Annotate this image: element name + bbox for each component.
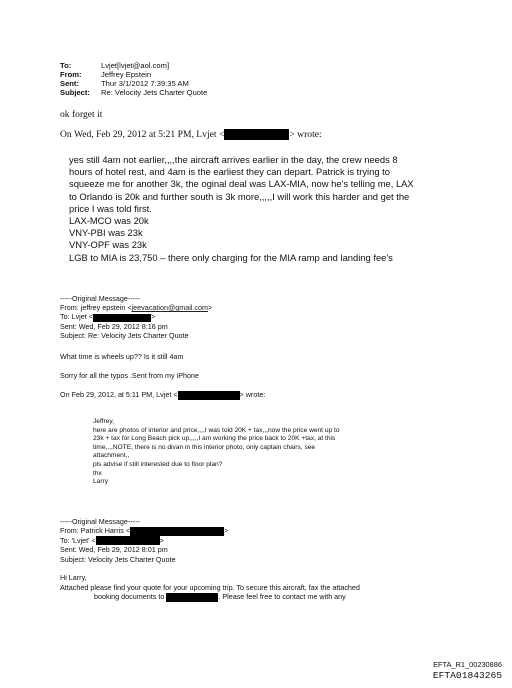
from-value: Jeffrey Epstein: [101, 70, 152, 79]
separator: -----Original Message-----: [60, 294, 140, 303]
reply-text: ok forget it: [60, 109, 103, 120]
quoted-line: hours of hotel rest, and 4am is the earliest they can depart. Patrick is trying to: [69, 166, 390, 178]
larry-line: Jeffrey,: [93, 418, 115, 425]
separator: -----Original Message-----: [60, 517, 140, 526]
orig1-sent: Sent: Wed, Feb 29, 2012 8:16 pm: [60, 321, 168, 331]
quote-intro-1: [60, 129, 322, 141]
larry-message: [93, 418, 340, 487]
orig1-subject: Subject: Re: Velocity Jets Charter Quote: [60, 330, 189, 340]
larry-line: 23k + tax for Long Beach pick up,,,,,I am working the price back to 20K +tax, at this: [93, 435, 336, 443]
larry-line: time,,,,NOTE, there is no divan in this interior photo, only captain chairs, see: [93, 443, 316, 451]
original-message-2-header: [60, 517, 228, 564]
quoted-line: price I was told first.: [69, 202, 152, 214]
quoted-line: VNY-OPF was 23k: [69, 239, 147, 251]
footer-id-2: EFTA01843265: [432, 670, 502, 681]
redaction-box: [224, 129, 289, 140]
email-link[interactable]: jeevacation@gmail.com: [131, 303, 208, 313]
larry-line: here are photos of interior and price,,,,I was told 20K + tax,,,now the price went up to: [93, 426, 340, 434]
patrick-line-1: Attached please find your quote for your upcoming trip. To secure this aircraft, fax the attached: [60, 583, 360, 592]
redaction-box: [166, 593, 218, 602]
from-label: From:: [60, 70, 82, 79]
redaction-box: [96, 536, 160, 545]
quoted-message-1: [69, 154, 414, 264]
orig2-subject: Subject: Velocity Jets Charter Quote: [60, 554, 176, 564]
redaction-box: [130, 527, 224, 536]
quoted-line: squeeze me for another 3k, the oginal deal was LAX-MIA, now he's telling me, LAX: [69, 178, 414, 190]
footer-id-1: EFTA_R1_00230886: [433, 660, 502, 669]
larry-line: attachment,,: [93, 452, 130, 460]
orig2-sent: Sent: Wed, Feb 29, 2012 8:01 pm: [60, 545, 168, 555]
orig2-to: To: 'Lvjet' < >: [60, 535, 164, 545]
quoted-line: yes still 4am not earlier,,,,the aircraft arrives earlier in the day, the crew needs 8: [69, 154, 398, 165]
quote-intro-1-after: > wrote:: [289, 129, 322, 140]
larry-line: thx: [93, 469, 102, 477]
quoted-line: LGB to MIA is 23,750 – there only charging for the MIA ramp and landing fee's: [69, 251, 393, 263]
to-value: Lvjet[lvjet@aol.com]: [101, 61, 170, 70]
quote-intro-2: On Feb 29, 2012, at 5:11 PM, Lvjet < > wrote:: [60, 390, 266, 399]
original-message-1-header: [60, 294, 212, 340]
redaction-box: [178, 391, 240, 400]
message-wheels-up: What time is wheels up?? Is it still 4am: [60, 352, 184, 361]
orig2-from: From: Patrick Harris < >: [60, 526, 229, 536]
patrick-greeting: Hi Larry,: [60, 573, 87, 582]
sent-label: Sent:: [60, 79, 79, 88]
patrick-line-2: booking documents to . Please feel free to contact me with any: [94, 592, 346, 601]
redaction-box: [93, 314, 151, 322]
orig1-from: From: jeffrey epstein <jeevacation@gmail.com>: [60, 303, 213, 313]
message-typos: Sorry for all the typos .Sent from my iPhone: [60, 371, 200, 380]
larry-line: pls advise if still interested due to floor plan?: [93, 460, 223, 468]
subject-value: Re: Velocity Jets Charter Quote: [101, 88, 208, 97]
quoted-line: to Orlando is 20k and further south is 3k more,,,,,I will work this harder and get the: [69, 190, 410, 202]
quote-intro-1-before: On Wed, Feb 29, 2012 at 5:21 PM, Lvjet <: [60, 129, 225, 140]
quoted-line: VNY-PBI was 23k: [69, 227, 143, 239]
quoted-line: LAX-MCO was 20k: [69, 215, 149, 227]
to-label: To:: [60, 61, 72, 70]
orig1-to: To: Lvjet < >: [60, 312, 156, 322]
larry-line: Larry: [93, 478, 109, 486]
subject-label: Subject:: [60, 88, 90, 97]
sent-value: Thur 3/1/2012 7:39:35 AM: [101, 79, 189, 88]
